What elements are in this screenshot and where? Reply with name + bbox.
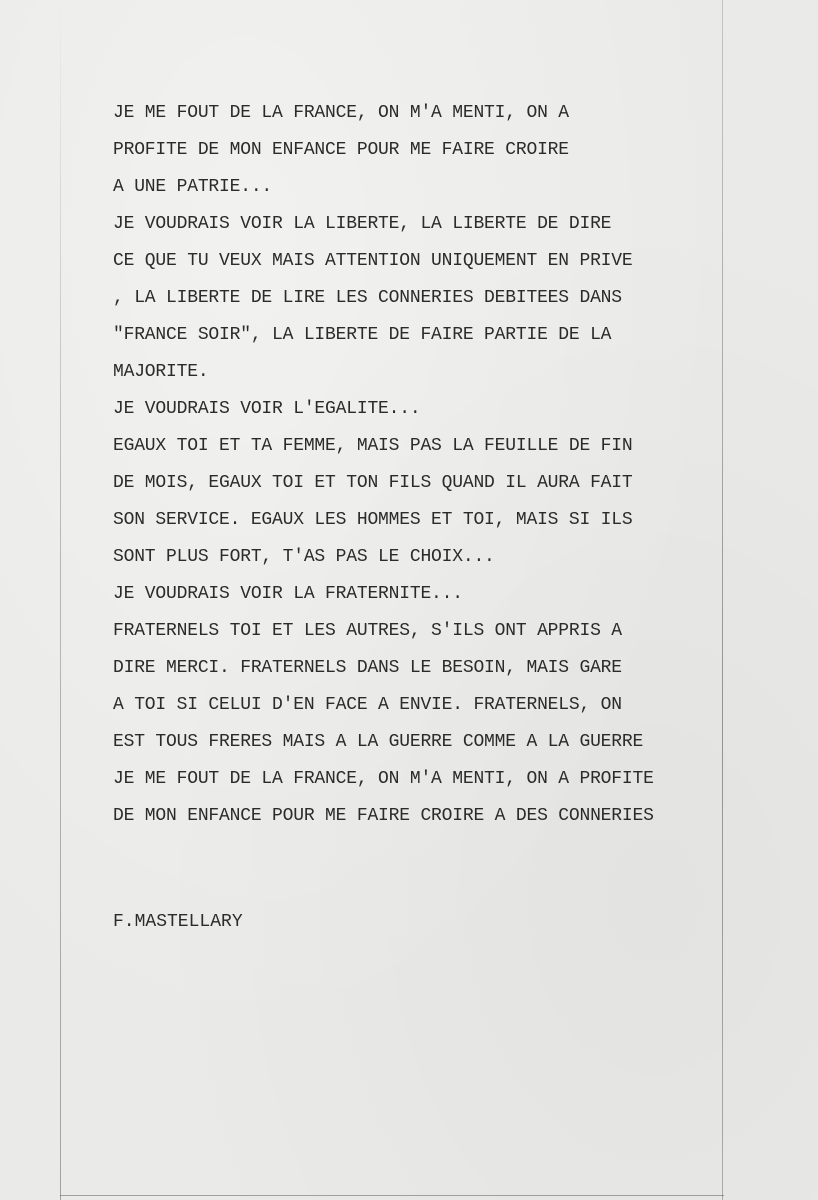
- poem-line: JE ME FOUT DE LA FRANCE, ON M'A MENTI, ON A PROFITE: [113, 769, 654, 789]
- poem-line: A UNE PATRIE...: [113, 177, 273, 197]
- poem-line: CE QUE TU VEUX MAIS ATTENTION UNIQUEMENT EN PRIVE: [113, 251, 633, 271]
- page-bottom-edge: [60, 1195, 724, 1196]
- poem-line: MAJORITE.: [113, 362, 209, 382]
- poem-line: DE MON ENFANCE POUR ME FAIRE CROIRE A DES CONNERIES: [113, 806, 654, 826]
- poem-line: SONT PLUS FORT, T'AS PAS LE CHOIX...: [113, 547, 495, 567]
- poem-line: SON SERVICE. EGAUX LES HOMMES ET TOI, MAIS SI ILS: [113, 510, 633, 530]
- page-left-edge: [60, 0, 61, 1200]
- poem-line: JE ME FOUT DE LA FRANCE, ON M'A MENTI, ON A: [113, 103, 569, 123]
- poem-line: FRATERNELS TOI ET LES AUTRES, S'ILS ONT APPRIS A: [113, 621, 622, 641]
- poem-line: EST TOUS FRERES MAIS A LA GUERRE COMME A LA GUERRE: [113, 732, 644, 752]
- poem-line: JE VOUDRAIS VOIR LA FRATERNITE...: [113, 584, 463, 604]
- poem-line: , LA LIBERTE DE LIRE LES CONNERIES DEBITEES DANS: [113, 288, 622, 308]
- poem-line: EGAUX TOI ET TA FEMME, MAIS PAS LA FEUILLE DE FIN: [113, 436, 633, 456]
- poem-line: JE VOUDRAIS VOIR L'EGALITE...: [113, 399, 421, 419]
- poem-line: A TOI SI CELUI D'EN FACE A ENVIE. FRATERNELS, ON: [113, 695, 622, 715]
- poem-line: JE VOUDRAIS VOIR LA LIBERTE, LA LIBERTE DE DIRE: [113, 214, 612, 234]
- poem-line: "FRANCE SOIR", LA LIBERTE DE FAIRE PARTIE DE LA: [113, 325, 612, 345]
- author-signature: F.MASTELLARY: [113, 912, 243, 932]
- poem-line: PROFITE DE MON ENFANCE POUR ME FAIRE CROIRE: [113, 140, 569, 160]
- poem-line: DIRE MERCI. FRATERNELS DANS LE BESOIN, MAIS GARE: [113, 658, 622, 678]
- poem-line: DE MOIS, EGAUX TOI ET TON FILS QUAND IL AURA FAIT: [113, 473, 633, 493]
- poem-text: [113, 98, 753, 838]
